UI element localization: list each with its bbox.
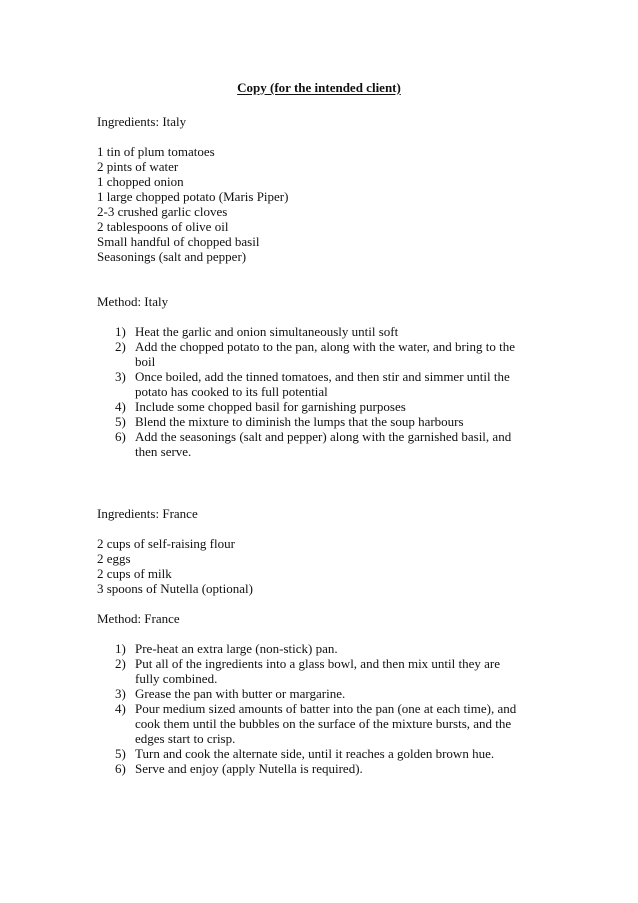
document-title: [0, 80, 638, 95]
step-text-line: Blend the mixture to diminish the lumps that the soup harbours: [135, 414, 464, 430]
italy-ingredients-list: [97, 144, 547, 265]
italy-method-heading: [97, 294, 547, 309]
step-text-line: Put all of the ingredients into a glass bowl, and then mix until they are: [135, 655, 501, 671]
step-number: 6): [115, 429, 126, 445]
france-method-steps: [115, 641, 555, 777]
step-number: 5): [115, 746, 126, 762]
ingredient-item: 2-3 crushed garlic cloves: [97, 203, 228, 219]
step-text-line: cook them until the bubbles on the surface of the mixture bursts, and the: [135, 715, 512, 731]
step-text-line: Include some chopped basil for garnishing purposes: [135, 398, 406, 414]
step-text-line: then serve.: [135, 444, 192, 460]
section-heading: Method: Italy: [97, 293, 169, 309]
step-text-line: Add the chopped potato to the pan, along with the water, and bring to the: [135, 338, 515, 354]
france-ingredients-heading: [97, 506, 547, 521]
step-text-line: Add the seasonings (salt and pepper) along with the garnished basil, and: [135, 429, 512, 445]
step-text-line: Pre-heat an extra large (non-stick) pan.: [135, 640, 338, 656]
section-heading: Method: France: [97, 610, 180, 626]
ingredient-item: 2 eggs: [97, 550, 131, 566]
italy-method-steps: [115, 324, 555, 460]
france-ingredients-list: [97, 536, 547, 596]
ingredient-item: 2 tablespoons of olive oil: [97, 218, 229, 234]
ingredient-item: Small handful of chopped basil: [97, 234, 260, 250]
step-text-line: Heat the garlic and onion simultaneously until soft: [135, 323, 399, 339]
method-step: [115, 414, 555, 429]
section-heading: Ingredients: France: [97, 505, 198, 521]
ingredient-item: 3 spoons of Nutella (optional): [97, 580, 253, 596]
step-text-line: fully combined.: [135, 670, 218, 686]
ingredient-item: 2 cups of self-raising flour: [97, 535, 235, 551]
method-step: [115, 339, 555, 369]
step-text-line: edges start to crisp.: [135, 731, 236, 747]
method-step: [115, 399, 555, 414]
step-text-line: Serve and enjoy (apply Nutella is required).: [135, 761, 363, 777]
step-text-line: Pour medium sized amounts of batter into the pan (one at each time), and: [135, 700, 517, 716]
france-method-heading: [97, 611, 547, 626]
step-text-line: Grease the pan with butter or margarine.: [135, 685, 346, 701]
ingredient-item: 1 chopped onion: [97, 173, 184, 189]
step-number: 2): [115, 655, 126, 671]
step-text-line: boil: [135, 353, 156, 369]
document-title-text: Copy (for the intended client): [237, 79, 401, 95]
step-number: 3): [115, 368, 126, 384]
step-number: 1): [115, 640, 126, 656]
step-text-line: Once boiled, add the tinned tomatoes, and then stir and simmer until the: [135, 368, 510, 384]
method-step: [115, 686, 555, 701]
method-step: [115, 641, 555, 656]
section-heading: Ingredients: Italy: [97, 113, 187, 129]
step-number: 1): [115, 323, 126, 339]
ingredient-item: 2 cups of milk: [97, 565, 172, 581]
ingredient-item: Seasonings (salt and pepper): [97, 249, 247, 265]
method-step: [115, 761, 555, 776]
step-number: 4): [115, 700, 126, 716]
method-step: [115, 656, 555, 686]
method-step: [115, 746, 555, 761]
step-number: 2): [115, 338, 126, 354]
step-number: 6): [115, 761, 126, 777]
method-step: [115, 701, 555, 746]
step-number: 3): [115, 685, 126, 701]
step-number: 4): [115, 398, 126, 414]
ingredient-item: 2 pints of water: [97, 158, 179, 174]
step-text-line: potato has cooked to its full potential: [135, 383, 328, 399]
ingredient-item: 1 large chopped potato (Maris Piper): [97, 188, 289, 204]
step-text-line: Turn and cook the alternate side, until it reaches a golden brown hue.: [135, 746, 495, 762]
italy-ingredients-heading: [97, 114, 547, 129]
method-step: [115, 369, 555, 399]
method-step: [115, 324, 555, 339]
step-number: 5): [115, 414, 126, 430]
ingredient-item: 1 tin of plum tomatoes: [97, 143, 215, 159]
method-step: [115, 429, 555, 459]
